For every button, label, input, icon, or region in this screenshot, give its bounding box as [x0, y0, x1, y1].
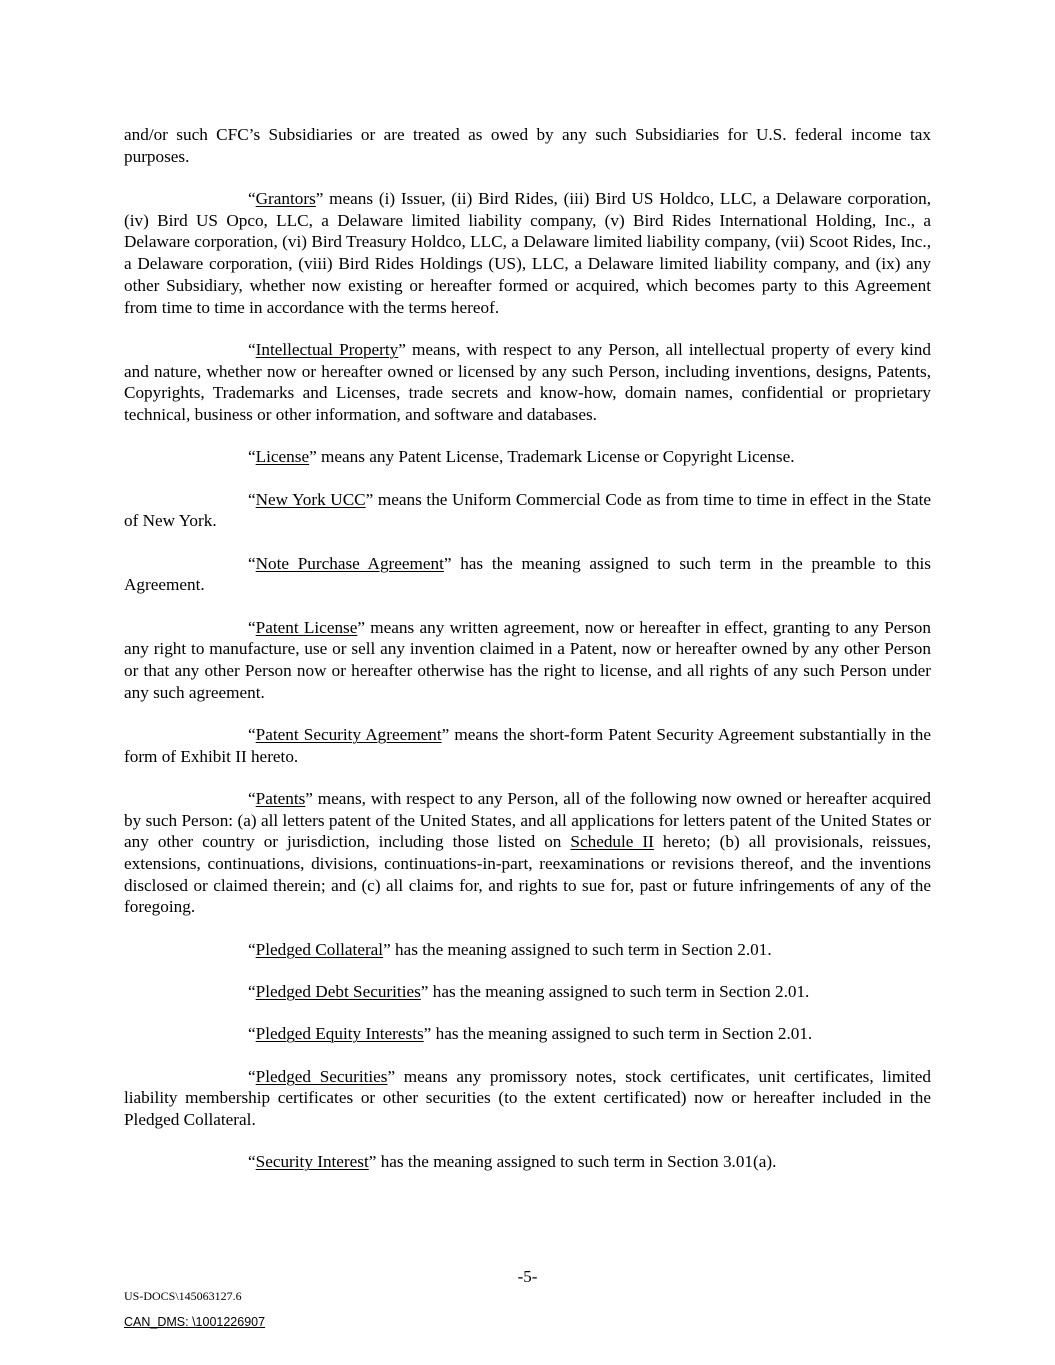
open-quote: “ [248, 617, 256, 637]
open-quote: “ [248, 489, 256, 509]
open-quote: “ [248, 553, 256, 573]
paragraph-cfc-continuation [124, 124, 931, 167]
definition-security-interest [124, 1151, 931, 1173]
open-quote: “ [248, 339, 256, 359]
definition-pledged-debt-securities [124, 981, 931, 1003]
definition-intellectual-property [124, 339, 931, 426]
page-number: -5- [517, 1267, 538, 1286]
open-quote: “ [248, 724, 256, 744]
definition-text: ” means the Uniform Commercial Code as from time to time in effect in the State of New York. [124, 489, 931, 531]
definition-note-purchase-agreement [124, 553, 931, 596]
definition-new-york-ucc [124, 489, 931, 532]
definition-text: ” means (i) Issuer, (ii) Bird Rides, (iii) Bird US Holdco, LLC, a Delaware corporation, (iv) Bird US Opco, LLC, a Delaware limited liability company, (v) Bird Rides International Holding, Inc., a Delaware corporation, (vi) Bird Treasury Holdco, LLC, a Delaware limited liability company, (vii) Scoot Rides, Inc., a Delaware corporation, (viii) Bird Rides Holdings (US), LLC, a Delaware limited liability company, and (ix) any other Subsidiary, whether now existing or hereafter formed or acquired, which becomes party to this Agreement from time to time in accordance with the terms hereof. [124, 189, 931, 317]
defined-term-patent-license: Patent License [255, 617, 358, 637]
definition-text: ” means any Patent License, Trademark License or Copyright License. [309, 447, 795, 467]
definition-text: ” has the meaning assigned to such term in Section 3.01(a). [368, 1152, 777, 1172]
definition-license [124, 446, 931, 468]
defined-term-new-york-ucc: New York UCC [255, 489, 366, 509]
document-body [124, 124, 931, 1194]
defined-term-pledged-equity-interests: Pledged Equity Interests [255, 1024, 424, 1044]
defined-term-license: License [255, 447, 310, 467]
definition-text: ” has the meaning assigned to such term in the preamble to this Agreement. [124, 553, 931, 595]
definition-patent-license [124, 617, 931, 704]
definition-text: ” means any written agreement, now or hereafter in effect, granting to any Person any right to manufacture, use or sell any invention claimed in a Patent, now or hereafter owned by any other Person or that any other Person now or hereafter otherwise has the right to license, and all rights of any such Person under any such agreement. [124, 617, 931, 702]
defined-term-intellectual-property: Intellectual Property [255, 339, 399, 359]
open-quote: “ [248, 447, 256, 467]
definition-patents [124, 788, 931, 918]
defined-term-grantors: Grantors [255, 189, 316, 208]
defined-term-pledged-collateral: Pledged Collateral [255, 939, 384, 959]
open-quote: “ [248, 788, 256, 808]
definition-grantors [124, 188, 931, 318]
definition-text: ” means, with respect to any Person, all intellectual property of every kind and nature, whether now or hereafter owned or licensed by any such Person, including inventions, designs, Patents, Copyrights, Trademarks and Licenses, trade secrets and know-how, domain names, confidential or proprietary technical, business or other information, and software and databases. [124, 339, 931, 424]
open-quote: “ [248, 1066, 256, 1086]
defined-term-note-purchase-agreement: Note Purchase Agreement [255, 553, 444, 573]
schedule-ii-reference: Schedule II [570, 832, 654, 852]
definition-text: ” has the meaning assigned to such term in Section 2.01. [423, 1024, 813, 1044]
defined-term-security-interest: Security Interest [255, 1152, 369, 1172]
open-quote: “ [248, 1152, 256, 1172]
definition-text-continued: hereto; (b) all provisionals, reissues, extensions, continuations, divisions, continuations-in-part, reexaminations or revisions thereof, and the inventions disclosed or claimed therein; and (c) all claims for, and rights to sue for, past or future infringements of any of the foregoing. [124, 832, 931, 917]
defined-term-pledged-debt-securities: Pledged Debt Securities [255, 982, 421, 1002]
open-quote: “ [248, 189, 256, 208]
definition-pledged-equity-interests [124, 1023, 931, 1045]
definition-text: ” means, with respect to any Person, all of the following now owned or hereafter acquired by such Person: (a) all letters patent of the United States, and all applications for letters patent of the United States or any other country or jurisdiction, including those listed on [124, 788, 931, 852]
definition-text: ” means any promissory notes, stock certificates, unit certificates, limited liability membership certificates or other securities (to the extent certificated) now or hereafter included in the Pledged Collateral. [124, 1066, 931, 1130]
defined-term-patents: Patents [255, 788, 306, 808]
definition-text: ” has the meaning assigned to such term in Section 2.01. [383, 939, 772, 959]
footer-can-dms: CAN_DMS: \1001226907 [124, 1315, 266, 1329]
defined-term-patent-security-agreement: Patent Security Agreement [255, 724, 442, 744]
open-quote: “ [248, 939, 256, 959]
definition-pledged-securities [124, 1066, 931, 1131]
defined-term-pledged-securities: Pledged Securities [255, 1066, 388, 1086]
definition-patent-security-agreement [124, 724, 931, 767]
definition-text: ” means the short-form Patent Security Agreement substantially in the form of Exhibit II hereto. [124, 724, 931, 766]
definition-pledged-collateral [124, 939, 931, 961]
definition-text: ” has the meaning assigned to such term in Section 2.01. [420, 982, 810, 1002]
open-quote: “ [248, 982, 256, 1002]
open-quote: “ [248, 1024, 256, 1044]
footer-doc-id: US-DOCS\145063127.6 [124, 1289, 242, 1303]
paragraph-text: and/or such CFC’s Subsidiaries or are treated as owed by any such Subsidiaries for U.S. federal income tax purposes. [124, 125, 931, 166]
